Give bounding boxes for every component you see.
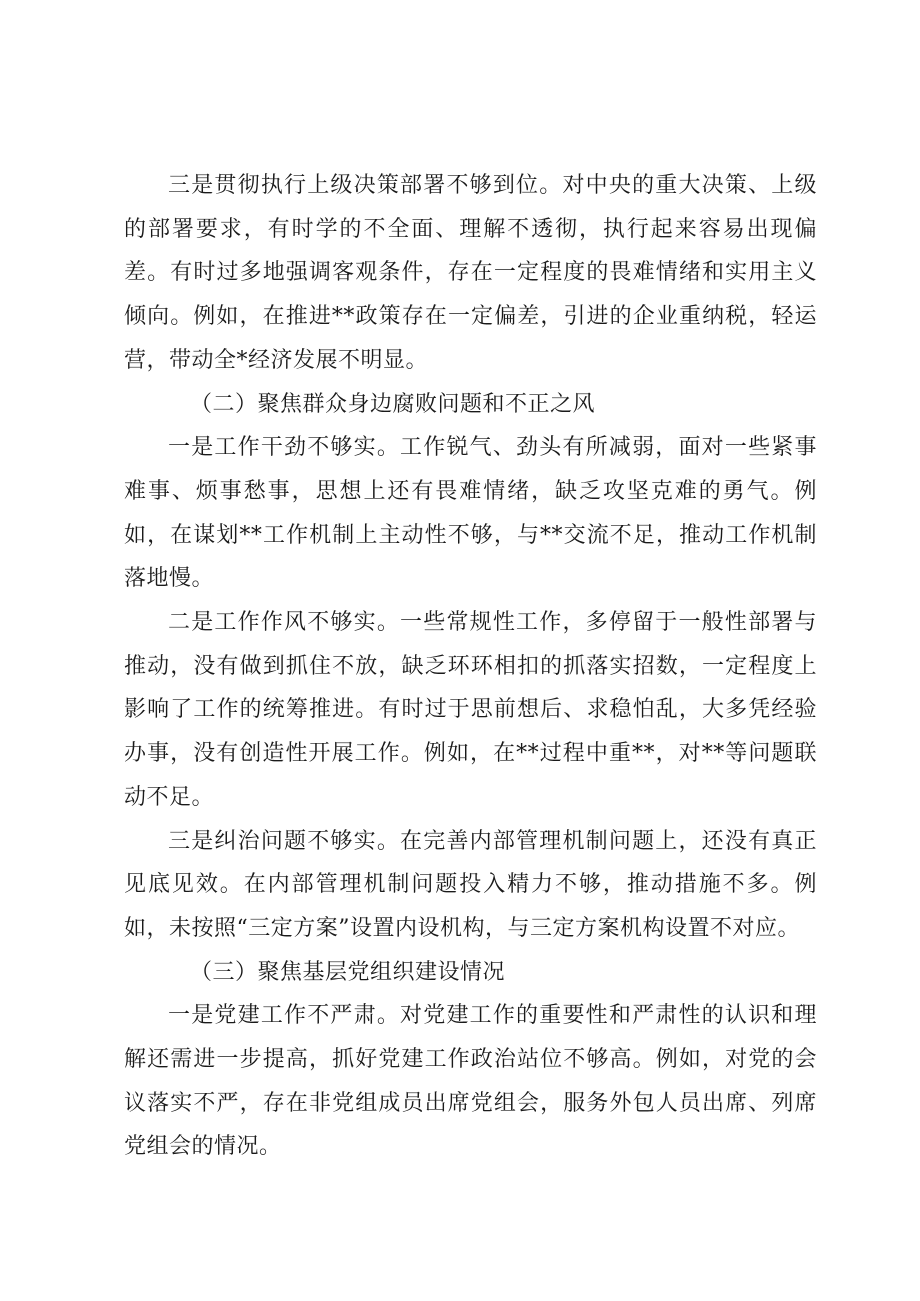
section-heading-3: （三）聚焦基层党组织建设情况 bbox=[190, 959, 506, 985]
paragraph-problem-rectification: 三是纠治问题不够实。在完善内部管理机制问题上，还没有真正见底见效。在内部管理机制问题投入精力不够，推动措施不多。例如，未按照“三定方案”设置内设机构，与三定方案机构设置不对应。 bbox=[124, 828, 817, 941]
paragraph-decision-implementation: 三是贯彻执行上级决策部署不够到位。对中央的重大决策、上级的部署要求，有时学的不全面、理解不透彻，执行起来容易出现偏差。有时过多地强调客观条件，存在一定程度的畏难情绪和实用主义倾向。例如，在推进**政策存在一定偏差，引进的企业重纳税，轻运营，带动全*经济发展不明显。 bbox=[124, 173, 817, 373]
document-body bbox=[124, 164, 817, 1169]
paragraph-party-building: 一是党建工作不严肃。对党建工作的重要性和严肃性的认识和理解还需进一步提高，抓好党建工作政治站位不够高。例如，对党的会议落实不严，存在非党组成员出席党组会，服务外包人员出席、列席党组会的情况。 bbox=[124, 1003, 817, 1160]
paragraph-work-drive: 一是工作干劲不够实。工作锐气、劲头有所减弱，面对一些紧事难事、烦事愁事，思想上还有畏难情绪，缺乏攻坚克难的勇气。例如，在谋划**工作机制上主动性不够，与**交流不足，推动工作机制落地慢。 bbox=[124, 435, 817, 592]
section-heading-2: （二）聚焦群众身边腐败问题和不正之风 bbox=[190, 391, 596, 417]
paragraph-work-style: 二是工作作风不够实。一些常规性工作，多停留于一般性部署与推动，没有做到抓住不放，缺乏环环相扣的抓落实招数，一定程度上影响了工作的统筹推进。有时过于思前想后、求稳怕乱，大多凭经验办事，没有创造性开展工作。例如，在**过程中重**，对**等问题联动不足。 bbox=[124, 610, 817, 810]
